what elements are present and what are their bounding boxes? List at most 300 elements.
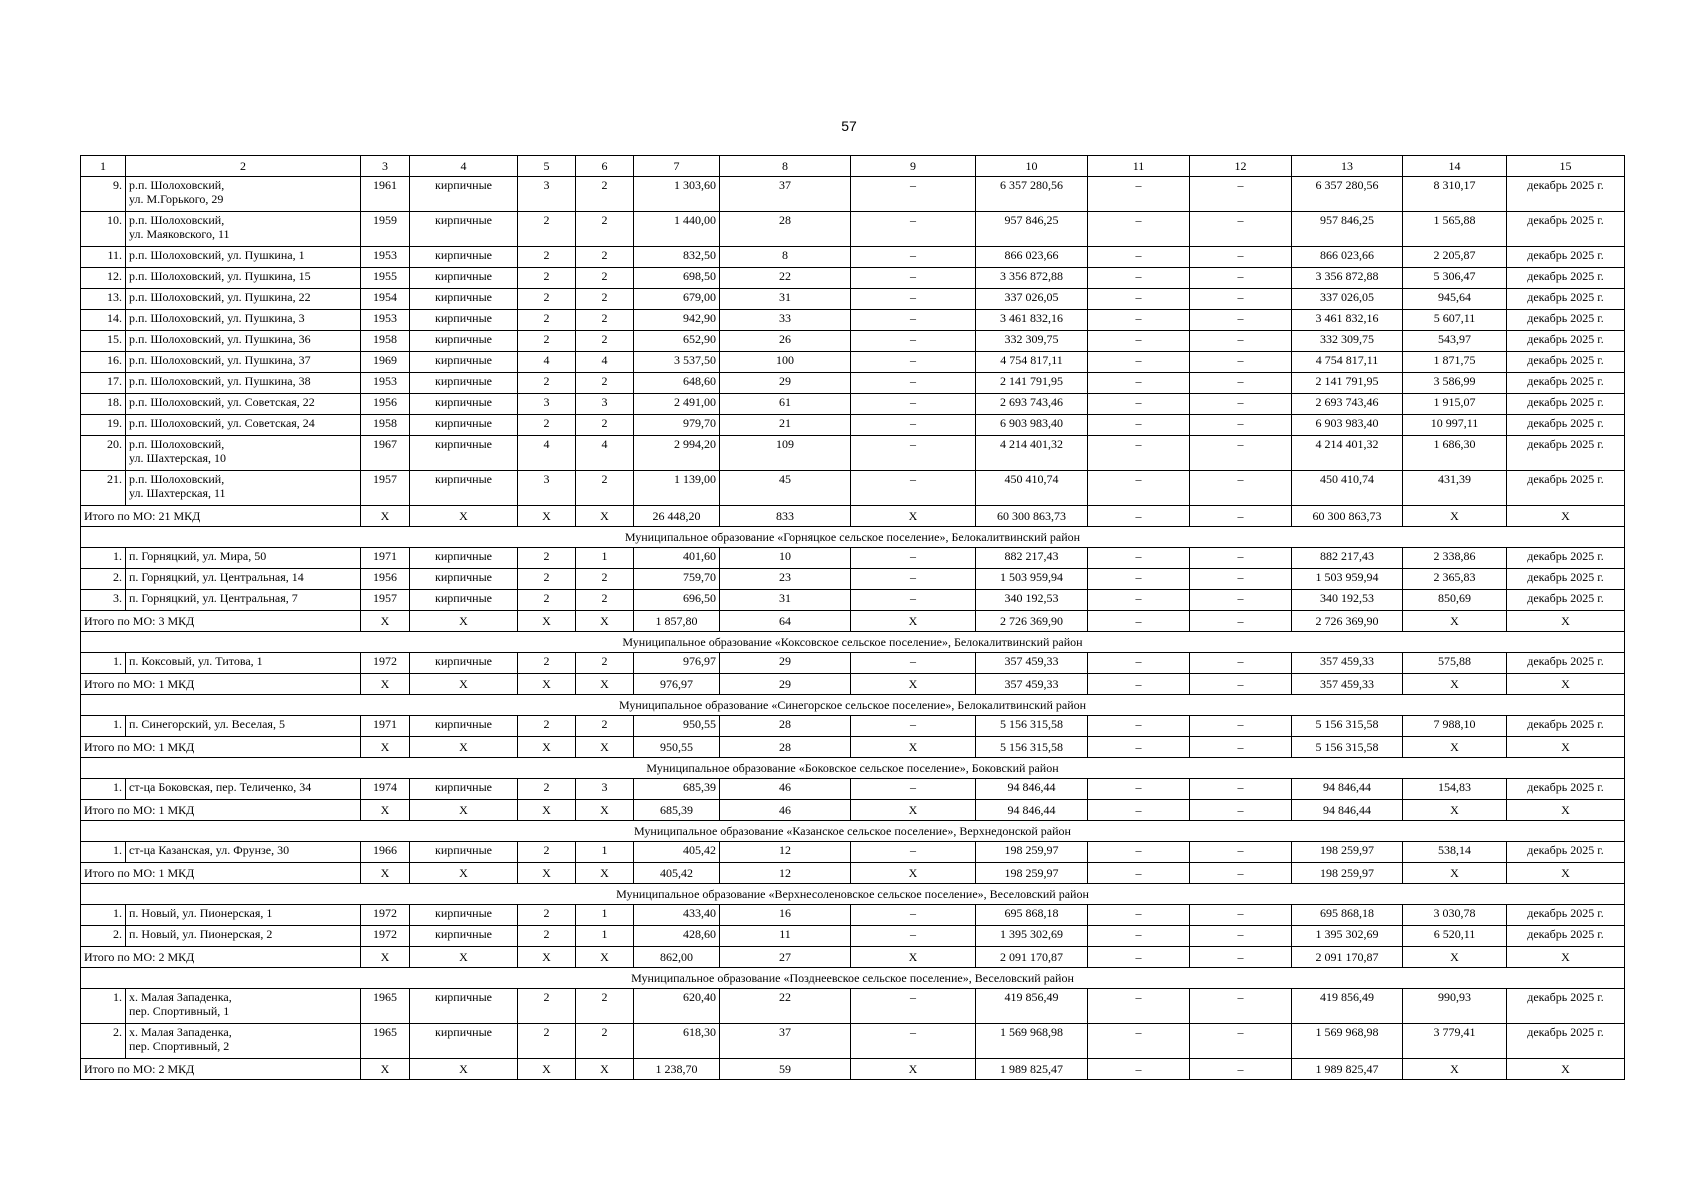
table-row [81,471,1625,506]
table-cell: кирпичные [410,842,518,863]
table-cell: – [851,415,976,436]
total-cell: X [1403,947,1507,968]
table-cell: 4 [518,436,576,471]
total-cell: – [1190,674,1292,695]
total-cell: – [1190,863,1292,884]
table-cell: 866 023,66 [1292,247,1403,268]
table-cell: 1 [576,842,634,863]
table-row [81,569,1625,590]
table-cell: 1959 [361,212,410,247]
total-cell: X [1507,674,1625,695]
table-cell: 6 903 983,40 [976,415,1088,436]
table-cell: – [1190,415,1292,436]
table-cell: 1 303,60 [634,177,720,212]
table-cell: декабрь 2025 г. [1507,842,1625,863]
table-cell: 976,97 [634,653,720,674]
table-cell: 2. [81,926,126,947]
total-cell: 26 448,20 [634,506,720,527]
table-cell: 3 356 872,88 [1292,268,1403,289]
table-cell: 1. [81,716,126,737]
table-cell: декабрь 2025 г. [1507,436,1625,471]
column-number-cell: 15 [1507,156,1625,177]
table-cell: декабрь 2025 г. [1507,310,1625,331]
table-cell: 3 356 872,88 [976,268,1088,289]
table-cell: 28 [720,212,851,247]
table-cell: – [1190,989,1292,1024]
table-cell: – [1088,548,1190,569]
table-cell: ст-ца Боковская, пер. Теличенко, 34 [126,779,361,800]
column-number-cell: 3 [361,156,410,177]
total-cell: 94 846,44 [976,800,1088,821]
total-cell: – [1088,1059,1190,1080]
table-cell: 695 868,18 [1292,905,1403,926]
total-cell: 2 726 369,90 [1292,611,1403,632]
total-cell: 60 300 863,73 [976,506,1088,527]
table-cell: 575,88 [1403,653,1507,674]
table-cell: 1974 [361,779,410,800]
total-label: Итого по МО: 2 МКД [81,1059,361,1080]
table-cell: 1957 [361,471,410,506]
total-cell: – [1088,506,1190,527]
table-cell: 3 [576,394,634,415]
table-cell: 2 [576,471,634,506]
table-cell: 450 410,74 [976,471,1088,506]
table-cell: 2 [576,177,634,212]
total-cell: X [518,674,576,695]
table-cell: 17. [81,373,126,394]
table-cell: 2 693 743,46 [1292,394,1403,415]
table-cell: декабрь 2025 г. [1507,548,1625,569]
table-cell: 1 569 968,98 [1292,1024,1403,1059]
table-cell: 1969 [361,352,410,373]
table-cell: 2 365,83 [1403,569,1507,590]
table-cell: 1955 [361,268,410,289]
table-cell: – [1088,779,1190,800]
table-cell: 4 754 817,11 [976,352,1088,373]
table-cell: 2 [518,415,576,436]
table-row [81,310,1625,331]
table-cell: кирпичные [410,471,518,506]
total-cell: X [851,506,976,527]
table-cell: декабрь 2025 г. [1507,394,1625,415]
table-cell: 11. [81,247,126,268]
total-cell: X [410,674,518,695]
total-row [81,800,1625,821]
table-cell: кирпичные [410,247,518,268]
table-cell: 31 [720,590,851,611]
table-cell: декабрь 2025 г. [1507,590,1625,611]
total-cell: X [361,800,410,821]
table-cell: 28 [720,716,851,737]
table-cell: кирпичные [410,716,518,737]
table-cell: 3. [81,590,126,611]
total-cell: 64 [720,611,851,632]
total-cell: 2 726 369,90 [976,611,1088,632]
total-cell: – [1190,737,1292,758]
table-cell: 6 357 280,56 [976,177,1088,212]
table-cell: 154,83 [1403,779,1507,800]
total-cell: X [410,1059,518,1080]
total-cell: 12 [720,863,851,884]
total-cell: 29 [720,674,851,695]
table-cell: 13. [81,289,126,310]
table-cell: – [1088,926,1190,947]
total-cell: X [851,947,976,968]
table-cell: – [851,842,976,863]
total-label: Итого по МО: 3 МКД [81,611,361,632]
table-cell: декабрь 2025 г. [1507,989,1625,1024]
table-cell: – [1088,415,1190,436]
table-cell: 1. [81,842,126,863]
table-cell: кирпичные [410,779,518,800]
table-cell: кирпичные [410,212,518,247]
table-cell: – [1088,394,1190,415]
table-cell: р.п. Шолоховский, ул. Пушкина, 36 [126,331,361,352]
table-cell: 1 [576,926,634,947]
total-cell: 5 156 315,58 [976,737,1088,758]
table-row [81,842,1625,863]
table-cell: 2 [518,310,576,331]
table-cell: кирпичные [410,590,518,611]
total-cell: X [1507,1059,1625,1080]
section-title: Муниципальное образование «Позднеевское сельское поселение», Веселовский район [81,968,1625,989]
table-cell: – [1190,569,1292,590]
total-cell: 405,42 [634,863,720,884]
table-cell: – [1088,268,1190,289]
table-cell: 1966 [361,842,410,863]
table-cell: 1. [81,905,126,926]
table-cell: – [1190,177,1292,212]
table-cell: 2 [518,779,576,800]
table-cell: 620,40 [634,989,720,1024]
table-cell: 340 192,53 [976,590,1088,611]
table-cell: – [851,310,976,331]
table-cell: – [1088,653,1190,674]
table-cell: 2 [518,268,576,289]
table-cell: 2 491,00 [634,394,720,415]
table-cell: 2 [518,289,576,310]
total-cell: 833 [720,506,851,527]
total-cell: 1 238,70 [634,1059,720,1080]
table-cell: декабрь 2025 г. [1507,716,1625,737]
table-cell: декабрь 2025 г. [1507,1024,1625,1059]
total-cell: – [1088,863,1190,884]
table-cell: 3 030,78 [1403,905,1507,926]
table-cell: р.п. Шолоховский, ул. Пушкина, 1 [126,247,361,268]
table-cell: 198 259,97 [976,842,1088,863]
total-cell: – [1190,947,1292,968]
table-cell: кирпичные [410,569,518,590]
table-cell: 1 395 302,69 [1292,926,1403,947]
table-cell: кирпичные [410,177,518,212]
table-cell: декабрь 2025 г. [1507,177,1625,212]
section-header-row [81,632,1625,653]
section-header-row [81,821,1625,842]
table-cell: 2 [576,415,634,436]
table-cell: – [1190,926,1292,947]
total-cell: 950,55 [634,737,720,758]
total-cell: 2 091 170,87 [976,947,1088,968]
table-cell: 405,42 [634,842,720,863]
total-cell: – [1190,611,1292,632]
table-cell: 4 214 401,32 [976,436,1088,471]
table-cell: 2 [576,247,634,268]
table-cell: 21 [720,415,851,436]
total-cell: 198 259,97 [976,863,1088,884]
table-row [81,177,1625,212]
table-cell: 979,70 [634,415,720,436]
column-number-cell: 4 [410,156,518,177]
table-cell: 2 141 791,95 [1292,373,1403,394]
total-cell: 862,00 [634,947,720,968]
table-cell: р.п. Шолоховский, ул. Шахтерская, 10 [126,436,361,471]
table-cell: – [851,716,976,737]
buildings-table [80,155,1625,1080]
total-cell: X [361,863,410,884]
table-cell: 652,90 [634,331,720,352]
table-cell: 2 [518,842,576,863]
total-label: Итого по МО: 2 МКД [81,947,361,968]
table-cell: п. Коксовый, ул. Титова, 1 [126,653,361,674]
table-cell: р.п. Шолоховский, ул. Советская, 24 [126,415,361,436]
table-cell: декабрь 2025 г. [1507,415,1625,436]
table-cell: декабрь 2025 г. [1507,289,1625,310]
table-cell: – [851,177,976,212]
table-cell: 2 [518,905,576,926]
table-cell: 1953 [361,373,410,394]
total-label: Итого по МО: 21 МКД [81,506,361,527]
total-cell: X [1403,863,1507,884]
table-row [81,268,1625,289]
table-cell: – [851,926,976,947]
table-cell: – [1088,569,1190,590]
table-cell: 698,50 [634,268,720,289]
section-header-row [81,884,1625,905]
table-cell: 1 440,00 [634,212,720,247]
table-cell: – [1190,590,1292,611]
column-number-cell: 7 [634,156,720,177]
table-cell: 2 [518,212,576,247]
column-number-cell: 8 [720,156,851,177]
table-cell: – [851,268,976,289]
table-cell: декабрь 2025 г. [1507,352,1625,373]
table-cell: кирпичные [410,331,518,352]
table-cell: – [1088,352,1190,373]
table-cell: 20. [81,436,126,471]
table-cell: – [1088,716,1190,737]
table-cell: – [1190,289,1292,310]
table-cell: 10 [720,548,851,569]
table-cell: 8 [720,247,851,268]
table-row [81,926,1625,947]
section-title: Муниципальное образование «Синегорское сельское поселение», Белокалитвинский район [81,695,1625,716]
total-cell: X [361,1059,410,1080]
table-row [81,212,1625,247]
table-cell: 1 [576,905,634,926]
table-cell: 94 846,44 [1292,779,1403,800]
table-cell: 15. [81,331,126,352]
table-row [81,352,1625,373]
table-cell: 882 217,43 [1292,548,1403,569]
table-cell: 3 537,50 [634,352,720,373]
total-cell: X [851,1059,976,1080]
table-cell: 2 [576,289,634,310]
total-cell: 198 259,97 [1292,863,1403,884]
table-cell: 16 [720,905,851,926]
table-row [81,653,1625,674]
table-cell: – [851,212,976,247]
table-cell: – [851,905,976,926]
table-cell: 850,69 [1403,590,1507,611]
table-cell: 2 338,86 [1403,548,1507,569]
table-cell: декабрь 2025 г. [1507,247,1625,268]
total-cell: X [1403,1059,1507,1080]
table-cell: – [1088,842,1190,863]
table-cell: 332 309,75 [976,331,1088,352]
table-cell: – [851,373,976,394]
table-cell: ст-ца Казанская, ул. Фрунзе, 30 [126,842,361,863]
total-cell: X [576,674,634,695]
total-cell: X [851,674,976,695]
table-cell: 11 [720,926,851,947]
total-cell: X [1507,947,1625,968]
total-cell: X [518,506,576,527]
table-cell: 4 [576,352,634,373]
table-cell: – [1088,247,1190,268]
table-cell: 8 310,17 [1403,177,1507,212]
table-cell: декабрь 2025 г. [1507,212,1625,247]
total-cell: X [576,1059,634,1080]
table-cell: 2 [576,212,634,247]
table-cell: х. Малая Западенка, пер. Спортивный, 1 [126,989,361,1024]
table-cell: 1. [81,653,126,674]
table-cell: 2 [518,331,576,352]
table-body [81,156,1625,1080]
table-cell: 100 [720,352,851,373]
table-cell: – [1088,310,1190,331]
table-cell: 12 [720,842,851,863]
table-cell: – [1088,590,1190,611]
total-cell: 1 989 825,47 [1292,1059,1403,1080]
table-cell: 4 754 817,11 [1292,352,1403,373]
table-cell: 16. [81,352,126,373]
section-header-row [81,695,1625,716]
table-cell: 957 846,25 [1292,212,1403,247]
total-cell: 1 857,80 [634,611,720,632]
total-cell: X [576,800,634,821]
total-cell: 5 156 315,58 [1292,737,1403,758]
table-cell: 9. [81,177,126,212]
total-row [81,611,1625,632]
table-cell: 618,30 [634,1024,720,1059]
table-cell: 2 [518,989,576,1024]
table-cell: 1 139,00 [634,471,720,506]
table-cell: 2 [576,653,634,674]
table-cell: 5 156 315,58 [976,716,1088,737]
table-cell: 1972 [361,926,410,947]
table-cell: 10. [81,212,126,247]
table-row [81,373,1625,394]
table-cell: 2 994,20 [634,436,720,471]
table-cell: 1957 [361,590,410,611]
table-cell: 19. [81,415,126,436]
total-cell: X [410,611,518,632]
total-cell: X [410,947,518,968]
total-cell: 28 [720,737,851,758]
table-cell: р.п. Шолоховский, ул. Маяковского, 11 [126,212,361,247]
table-cell: – [1190,436,1292,471]
table-cell: 945,64 [1403,289,1507,310]
total-cell: – [1088,674,1190,695]
table-cell: 950,55 [634,716,720,737]
total-cell: X [851,737,976,758]
table-cell: х. Малая Западенка, пер. Спортивный, 2 [126,1024,361,1059]
table-cell: 957 846,25 [976,212,1088,247]
total-row [81,506,1625,527]
table-cell: 1972 [361,653,410,674]
total-cell: 357 459,33 [976,674,1088,695]
table-cell: 332 309,75 [1292,331,1403,352]
total-cell: X [1507,737,1625,758]
table-cell: 2 [518,548,576,569]
table-cell: 340 192,53 [1292,590,1403,611]
table-cell: кирпичные [410,394,518,415]
table-cell: 1. [81,548,126,569]
table-cell: – [1190,373,1292,394]
table-cell: – [1190,905,1292,926]
table-cell: 2 [518,247,576,268]
total-cell: X [851,800,976,821]
table-cell: 2 [576,569,634,590]
total-cell: – [1190,1059,1292,1080]
total-cell: X [361,611,410,632]
table-row [81,779,1625,800]
table-cell: 2 [576,310,634,331]
table-cell: кирпичные [410,373,518,394]
section-title: Муниципальное образование «Боковское сельское поселение», Боковский район [81,758,1625,779]
table-cell: – [1088,331,1190,352]
table-cell: п. Синегорский, ул. Веселая, 5 [126,716,361,737]
table-cell: – [851,289,976,310]
table-cell: 3 586,99 [1403,373,1507,394]
table-cell: 3 [518,471,576,506]
table-cell: – [851,331,976,352]
total-cell: – [1088,737,1190,758]
table-cell: 1961 [361,177,410,212]
column-number-cell: 10 [976,156,1088,177]
table-cell: 29 [720,653,851,674]
table-cell: декабрь 2025 г. [1507,779,1625,800]
table-cell: 2 [518,716,576,737]
table-cell: 45 [720,471,851,506]
table-cell: декабрь 2025 г. [1507,331,1625,352]
table-cell: – [1190,471,1292,506]
table-cell: – [1088,177,1190,212]
table-cell: 1. [81,989,126,1024]
table-cell: 61 [720,394,851,415]
table-cell: кирпичные [410,905,518,926]
total-cell: X [518,800,576,821]
table-cell: – [1088,905,1190,926]
table-cell: 1 395 302,69 [976,926,1088,947]
total-cell: – [1088,800,1190,821]
total-cell: X [576,506,634,527]
table-cell: 2 [576,331,634,352]
table-cell: 538,14 [1403,842,1507,863]
table-cell: 357 459,33 [1292,653,1403,674]
table-cell: – [1190,1024,1292,1059]
table-cell: п. Новый, ул. Пионерская, 2 [126,926,361,947]
